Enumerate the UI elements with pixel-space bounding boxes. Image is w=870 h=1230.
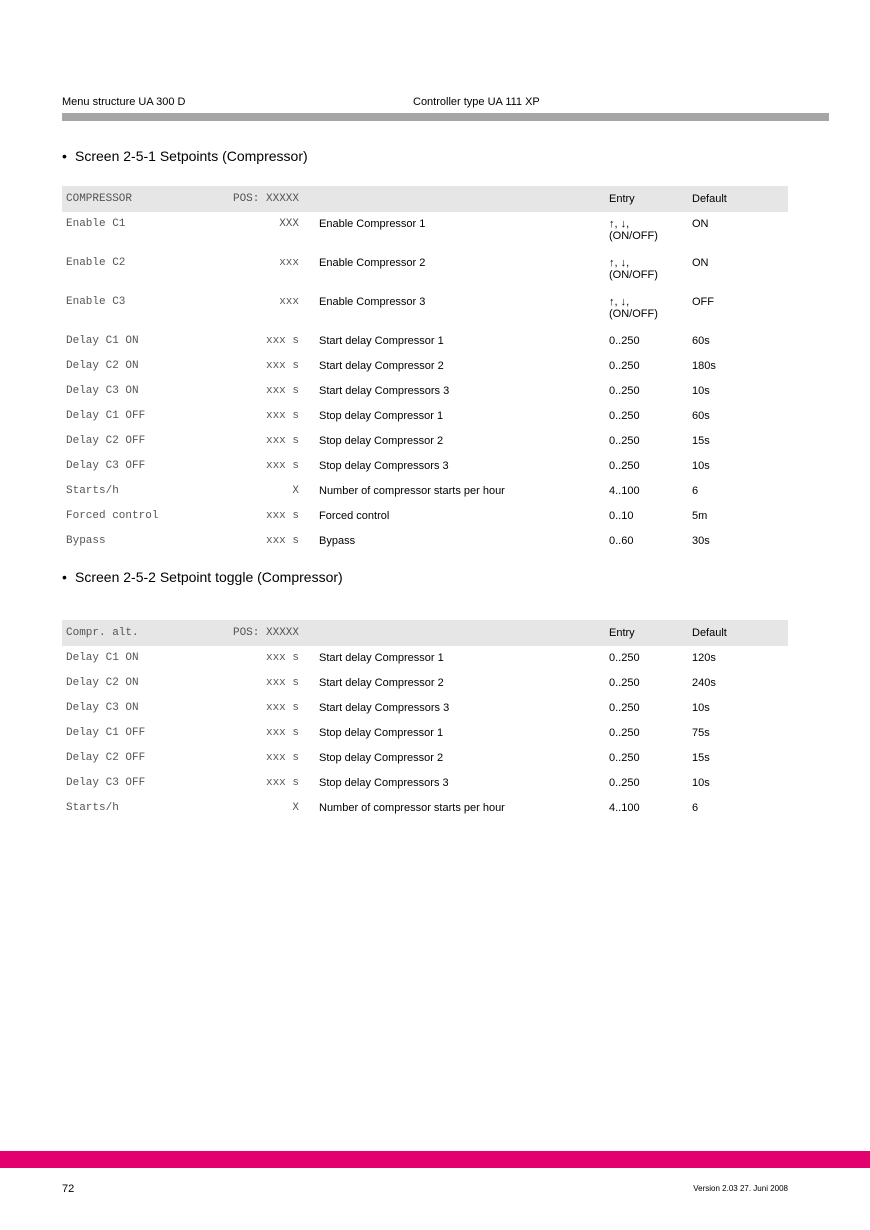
param-entry: 0..250 [609, 652, 640, 664]
param-name: Starts/h [66, 485, 119, 497]
table-row [62, 529, 788, 554]
param-value: xxx s [265, 677, 299, 689]
param-entry [609, 212, 692, 251]
param-entry: 0..60 [609, 535, 634, 547]
table-row [62, 746, 788, 771]
table-row [62, 771, 788, 796]
entry-arrows: ↑, ↓, [609, 257, 630, 269]
param-name: Forced control [66, 510, 159, 522]
param-default: 180s [692, 360, 716, 372]
param-value: xxx s [265, 777, 299, 789]
entry-arrows: ↑, ↓, [609, 296, 630, 308]
param-description: Stop delay Compressor 1 [319, 410, 444, 422]
param-default: 75s [692, 727, 710, 739]
header-entry: Entry [609, 620, 692, 646]
param-default: 5m [692, 510, 708, 522]
param-name: Enable C2 [66, 257, 126, 269]
header-screen-name: Compr. alt. [62, 620, 202, 646]
param-description: Enable Compressor 1 [319, 218, 426, 230]
param-name: Bypass [66, 535, 106, 547]
table-row [62, 354, 788, 379]
header-description [299, 186, 609, 212]
param-entry: 0..250 [609, 385, 640, 397]
entry-options: (ON/OFF) [609, 269, 658, 281]
param-value: xxx s [265, 460, 299, 472]
entry-arrows: ↑, ↓, [609, 218, 630, 230]
table-row [62, 504, 788, 529]
header-screen-name: COMPRESSOR [62, 186, 202, 212]
param-entry: 0..250 [609, 335, 640, 347]
param-description: Stop delay Compressors 3 [319, 777, 449, 789]
section-title-setpoints [62, 148, 308, 164]
param-value: X [292, 802, 299, 814]
table-row [62, 646, 788, 671]
param-description: Start delay Compressor 1 [319, 335, 444, 347]
param-value: xxx [279, 296, 299, 308]
param-description: Stop delay Compressors 3 [319, 460, 449, 472]
param-entry: 0..10 [609, 510, 634, 522]
param-default: 240s [692, 677, 716, 689]
param-description: Forced control [319, 510, 390, 522]
param-name: Delay C1 OFF [66, 410, 146, 422]
param-name: Enable C1 [66, 218, 126, 230]
param-default: OFF [692, 296, 714, 308]
table-row [62, 479, 788, 504]
param-description: Start delay Compressor 2 [319, 360, 444, 372]
table-row [62, 696, 788, 721]
param-name: Enable C3 [66, 296, 126, 308]
param-value: xxx s [265, 535, 299, 547]
table-row [62, 329, 788, 354]
section-title-text: Screen 2-5-2 Setpoint toggle (Compressor) [75, 569, 343, 585]
param-value: XXX [279, 218, 299, 230]
param-entry [609, 251, 692, 290]
param-default: 6 [692, 802, 699, 814]
param-default: 30s [692, 535, 710, 547]
bullet-icon: • [62, 148, 67, 164]
section-title-text: Screen 2-5-1 Setpoints (Compressor) [75, 148, 308, 164]
table-row [62, 404, 788, 429]
setpoints-table [62, 186, 788, 554]
section-title-setpoint-toggle [62, 569, 343, 585]
page-number: 72 [62, 1183, 75, 1195]
header-position: POS: XXXXX [202, 620, 299, 646]
param-description: Stop delay Compressor 2 [319, 752, 444, 764]
param-entry: 4..100 [609, 802, 640, 814]
param-name: Delay C3 ON [66, 702, 139, 714]
param-entry: 0..250 [609, 360, 640, 372]
param-description: Start delay Compressors 3 [319, 385, 450, 397]
param-default: 60s [692, 335, 710, 347]
param-description: Enable Compressor 3 [319, 296, 426, 308]
table-row [62, 212, 788, 251]
param-default: 60s [692, 410, 710, 422]
table-row [62, 379, 788, 404]
header-entry: Entry [609, 186, 692, 212]
param-default: 10s [692, 460, 710, 472]
header-document-title: Menu structure UA 300 D [62, 96, 186, 108]
param-description: Bypass [319, 535, 356, 547]
table-row [62, 721, 788, 746]
param-value: xxx s [265, 702, 299, 714]
entry-options: (ON/OFF) [609, 230, 658, 242]
param-name: Delay C3 OFF [66, 777, 146, 789]
param-default: 15s [692, 435, 710, 447]
param-entry: 0..250 [609, 702, 640, 714]
entry-options: (ON/OFF) [609, 308, 658, 320]
table-header-row [62, 620, 788, 646]
table-row [62, 454, 788, 479]
param-default: 10s [692, 385, 710, 397]
header-description [299, 620, 609, 646]
param-description: Enable Compressor 2 [319, 257, 426, 269]
param-value: xxx s [265, 652, 299, 664]
param-entry: 0..250 [609, 460, 640, 472]
table-row [62, 251, 788, 290]
param-default: 120s [692, 652, 716, 664]
param-description: Start delay Compressor 1 [319, 652, 444, 664]
bullet-icon: • [62, 569, 67, 585]
param-entry: 0..250 [609, 777, 640, 789]
param-name: Delay C2 ON [66, 677, 139, 689]
param-entry: 0..250 [609, 727, 640, 739]
param-description: Stop delay Compressor 2 [319, 435, 444, 447]
param-value: xxx s [265, 335, 299, 347]
param-description: Start delay Compressor 2 [319, 677, 444, 689]
param-name: Delay C2 OFF [66, 752, 146, 764]
param-description: Number of compressor starts per hour [319, 485, 505, 497]
param-description: Stop delay Compressor 1 [319, 727, 444, 739]
param-value: xxx s [265, 385, 299, 397]
table-row [62, 796, 788, 821]
table-header-row [62, 186, 788, 212]
param-value: xxx s [265, 510, 299, 522]
param-name: Delay C3 ON [66, 385, 139, 397]
param-value: xxx [279, 257, 299, 269]
param-name: Delay C2 ON [66, 360, 139, 372]
footer-bar [0, 1151, 870, 1168]
param-default: 6 [692, 485, 699, 497]
param-name: Delay C1 ON [66, 335, 139, 347]
param-default: 10s [692, 777, 710, 789]
param-default: ON [692, 257, 709, 269]
param-name: Starts/h [66, 802, 119, 814]
header-controller-type: Controller type UA 111 XP [413, 96, 540, 108]
param-entry: 0..250 [609, 410, 640, 422]
param-value: X [292, 485, 299, 497]
param-name: Delay C1 OFF [66, 727, 146, 739]
param-value: xxx s [265, 435, 299, 447]
header-default: Default [692, 620, 788, 646]
param-value: xxx s [265, 752, 299, 764]
header-default: Default [692, 186, 788, 212]
setpoint-toggle-table [62, 620, 788, 821]
param-name: Delay C2 OFF [66, 435, 146, 447]
table-row [62, 671, 788, 696]
version-info: Version 2.03 27. Juni 2008 [693, 1184, 788, 1193]
header-position: POS: XXXXX [202, 186, 299, 212]
param-entry: 0..250 [609, 435, 640, 447]
header-rule [62, 113, 829, 121]
table-row [62, 429, 788, 454]
param-entry: 4..100 [609, 485, 640, 497]
param-value: xxx s [265, 410, 299, 422]
param-entry [609, 290, 692, 329]
param-default: 10s [692, 702, 710, 714]
param-default: 15s [692, 752, 710, 764]
param-description: Start delay Compressors 3 [319, 702, 450, 714]
table-row [62, 290, 788, 329]
param-name: Delay C1 ON [66, 652, 139, 664]
param-name: Delay C3 OFF [66, 460, 146, 472]
param-value: xxx s [265, 727, 299, 739]
param-description: Number of compressor starts per hour [319, 802, 505, 814]
param-default: ON [692, 218, 709, 230]
param-value: xxx s [265, 360, 299, 372]
param-entry: 0..250 [609, 752, 640, 764]
param-entry: 0..250 [609, 677, 640, 689]
